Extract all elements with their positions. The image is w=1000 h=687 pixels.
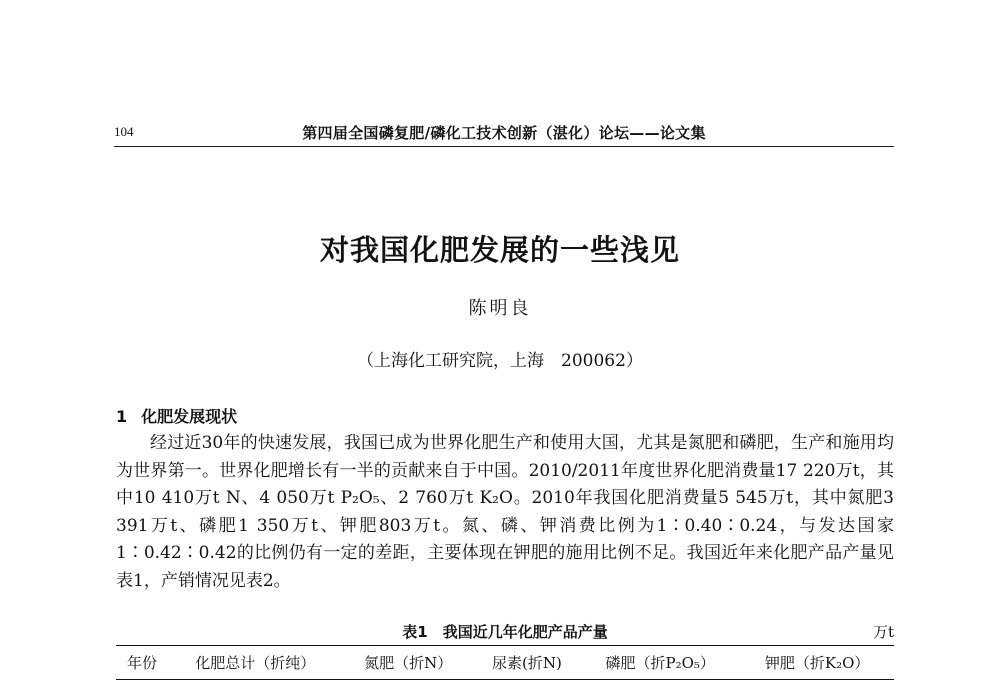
journal-title: 第四届全国磷复肥/磷化工技术创新（湛化）论坛——论文集: [302, 124, 706, 142]
author-name: 陈明良: [468, 298, 532, 319]
running-head: [114, 122, 894, 147]
table-caption: 表1 我国近几年化肥产品产量: [402, 623, 608, 641]
author-affiliation: （上海化工研究院，上海 200062）: [357, 351, 643, 371]
table-header-row: [116, 646, 894, 680]
page-number: 104: [114, 124, 134, 139]
table-unit: 万t: [872, 623, 894, 641]
header-total-fertilizer: 化肥总计（折纯）: [168, 646, 343, 680]
header-potash: 钾肥（折K₂O）: [740, 646, 894, 680]
section-number: 1: [116, 407, 128, 426]
production-table: [116, 645, 894, 680]
header-phosphate: 磷肥（折P₂O₅）: [580, 646, 740, 680]
article-title: 对我国化肥发展的一些浅见: [319, 233, 680, 267]
body-paragraph: 经过近30年的快速发展，我国已成为世界化肥生产和使用大国，尤其是氮肥和磷肥，生产和施用均为世界第一。世界化肥增长有一半的贡献来自于中国。2010/2011年度世界化肥消费量17 220万t，其中10 410万t N、4 050万t P₂O₅、2 760万t K₂O。2010年我国化肥消费量5 545万t，其中氮肥3 391万t、磷肥1 350万t、钾肥803万t。氮、磷、钾消费比例为1∶0.40∶0.24，与发达国家1∶0.42∶0.42的比例仍有一定的差距，主要体现在钾肥的施用比例不足。我国近年来化肥产品产量见表1，产销情况见表2。: [116, 433, 894, 591]
header-year: 年份: [116, 646, 168, 680]
section-title: 化肥发展现状: [141, 407, 238, 426]
header-nitrogen: 氮肥（折N）: [343, 646, 474, 680]
table-caption-row: [116, 621, 894, 643]
header-urea: 尿素(折N): [474, 646, 580, 680]
section-heading: [116, 404, 237, 427]
